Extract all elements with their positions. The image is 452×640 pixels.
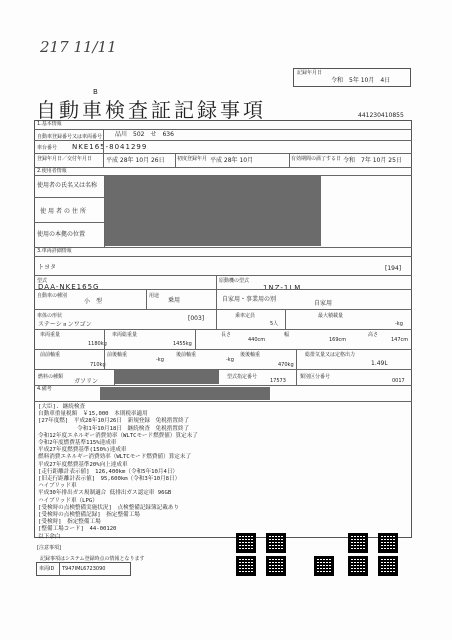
note-line: 令和12年度エネルギー消費効率（WLTCモード燃費値）算定未了: [38, 432, 198, 439]
notice-text: 記録事項はシステム登録時点の情報となります: [40, 556, 145, 562]
capacity-label: 乗車定員: [235, 313, 256, 319]
note-line: [整備工場コード] 44-00120: [38, 526, 117, 533]
fr-value: -kg: [156, 357, 164, 363]
ff-value: 710kg: [90, 362, 106, 368]
height-value: 147cm: [391, 337, 409, 343]
maker-value: トヨタ: [38, 264, 57, 271]
rf-label: 後前軸重: [176, 352, 197, 358]
note-line: [旧走行距離計表示値] 95,600km（令和3年10月8日）: [38, 476, 181, 483]
chassis-value: NKE165-8041299: [72, 143, 148, 151]
fr-label: 前後軸重: [107, 352, 128, 358]
initial-reg-label: 登録年月日／交付年月日: [37, 156, 93, 162]
note-line: 燃料消費エネルギー消費効率（WLTCモード燃費値）算定未了: [38, 454, 192, 461]
notes-section-label: 4.備考: [37, 386, 52, 392]
qr-code-icon: [266, 533, 286, 553]
registration-date-box: [293, 68, 411, 87]
length-label: 長さ: [221, 332, 232, 338]
note-line: 自動車重量税額 ￥15,000 本則税率適用: [38, 411, 148, 418]
weight-label: 車両重量: [40, 332, 61, 338]
model-label: 型式: [37, 278, 48, 284]
engine-value: 1NZ-1LM: [263, 284, 302, 292]
note-line: [大臣]. 継続検査: [38, 404, 86, 410]
width-value: 169cm: [329, 337, 347, 343]
qr-code-icon: [378, 556, 398, 576]
expiry-label: 有効期間の満了する日: [291, 156, 342, 162]
gross-value: 1455kg: [173, 341, 192, 347]
weight-value: 1180kg: [88, 341, 107, 347]
qr-code-icon: [236, 556, 256, 576]
type-label: 自動車の種別: [37, 293, 68, 299]
category-value: 0017: [392, 378, 405, 384]
length-value: 440cm: [248, 337, 266, 343]
note-line: [受検時] 指定整備工場: [38, 519, 101, 526]
vehicle-id-label: 車両ID: [39, 566, 55, 572]
use-value: 乗用: [168, 297, 181, 304]
note-line: [走行距離計表示値] 126,400km（令和5年10月4日）: [38, 468, 179, 475]
redacted-user-info: [105, 176, 321, 246]
registration-date: 令和 5年 10月 4日: [331, 77, 391, 84]
purpose-label: 自家用・事業用の別: [222, 296, 277, 303]
qr-code-icon: [378, 533, 398, 553]
displacement-value: 1.49L: [371, 360, 388, 367]
body-label: 車体の形状: [37, 313, 63, 319]
initial-reg-value: 平成 28年 10月 26日: [106, 157, 165, 164]
redacted-notes-header: [100, 387, 270, 400]
user-section-label: 2.使用者情報: [37, 168, 67, 174]
first-reg-label: 初度登録年月: [177, 156, 208, 162]
body-value: ステーションワゴン: [38, 321, 92, 328]
height-label: 高さ: [368, 332, 379, 338]
expiry-value: 令和 7年 10月 25日: [343, 157, 402, 164]
note-line: 以下余白: [38, 533, 61, 540]
qr-code-icon: [236, 533, 256, 553]
reg-label: 自動車登録番号又は車両番号: [37, 134, 103, 140]
note-line: 平成27年度燃費基準(150%)達成車: [38, 447, 127, 454]
redacted-fuel-detail: [115, 370, 219, 384]
purpose-value: 自家用: [314, 300, 333, 307]
note-line: [27年度燃] 平成28年10月26日 新規登録 免税措置終了: [38, 418, 190, 425]
qr-code-icon: [314, 556, 334, 576]
chassis-label: 車台番号: [37, 145, 58, 151]
rr-value: 470kg: [278, 362, 294, 368]
max-load-label: 最大積載量: [318, 313, 344, 319]
note-line: [受検時の点検整備実施状況] 点検整備記録簿記載あり: [38, 504, 179, 511]
category-label: 類別区分番号: [300, 374, 331, 380]
use-label: 用途: [149, 293, 160, 299]
note-line: 平成30年排出ガス規制適合 低排出ガス認定車 96GB: [38, 490, 172, 497]
fuel-value: ガソリン: [74, 378, 99, 385]
form-letter: B: [93, 88, 98, 96]
note-line: [受検時の点検整備記録] 指定整備工場: [38, 512, 140, 519]
designation-value: 17573: [270, 378, 286, 384]
capacity-value: 5人: [270, 321, 279, 327]
note-line: ハイブリッド車（LPG）: [38, 497, 98, 504]
basic-section-label: 1.基本情報: [37, 121, 62, 127]
registration-date-label: 記録年月日: [297, 70, 323, 76]
vehicle-id-value: T947IML6723090: [62, 566, 106, 572]
note-line: 平成27年度燃費基準20%向上達成車: [38, 461, 128, 468]
gross-label: 車両総重量: [112, 332, 138, 338]
displacement-label: 総排気量又は定格出力: [305, 352, 356, 358]
ff-label: 前前軸重: [40, 352, 61, 358]
rr-label: 後後軸重: [240, 352, 261, 358]
maker-code: [194]: [385, 265, 402, 272]
max-load-value: -kg: [395, 321, 403, 327]
user-name-label: 使用者の氏名又は名称: [37, 182, 98, 189]
qr-code-icon: [348, 556, 368, 576]
vehicle-section-label: 3.車両詳細情報: [37, 248, 72, 254]
model-value: DAA-NKE165G: [38, 283, 100, 291]
vehicle-id-box: [36, 562, 131, 576]
notice-label: [注意事項]: [37, 545, 61, 551]
qr-code-icon: [266, 556, 286, 576]
type-value: 小 型: [84, 298, 103, 305]
page-title: 自動車検査証記録事項: [36, 98, 266, 122]
first-reg-value: 平成 28年 10月: [210, 157, 254, 164]
document-number: 441230410855: [358, 112, 404, 119]
reg-value: 品川 502 せ 636: [115, 131, 174, 138]
designation-label: 型式指定番号: [227, 374, 258, 380]
handwritten-note: 217 11/11: [40, 38, 117, 56]
fuel-label: 燃料の種類: [38, 374, 64, 380]
engine-label: 原動機の型式: [219, 278, 250, 284]
user-base-label: 使用の本拠の位置: [37, 231, 86, 238]
note-line: 令和1年10月18日 継続検査 免税措置終了: [38, 425, 190, 432]
body-code: [003]: [188, 315, 205, 322]
note-line: 令和2年度燃費基準115%達成車: [38, 440, 117, 447]
note-line: ハイブリッド車: [38, 483, 77, 490]
width-label: 幅: [284, 332, 290, 338]
notes-list: [38, 404, 238, 541]
user-address-label: 使用者の住所: [40, 208, 89, 215]
rf-value: -kg: [226, 357, 234, 363]
qr-code-icon: [348, 533, 368, 553]
